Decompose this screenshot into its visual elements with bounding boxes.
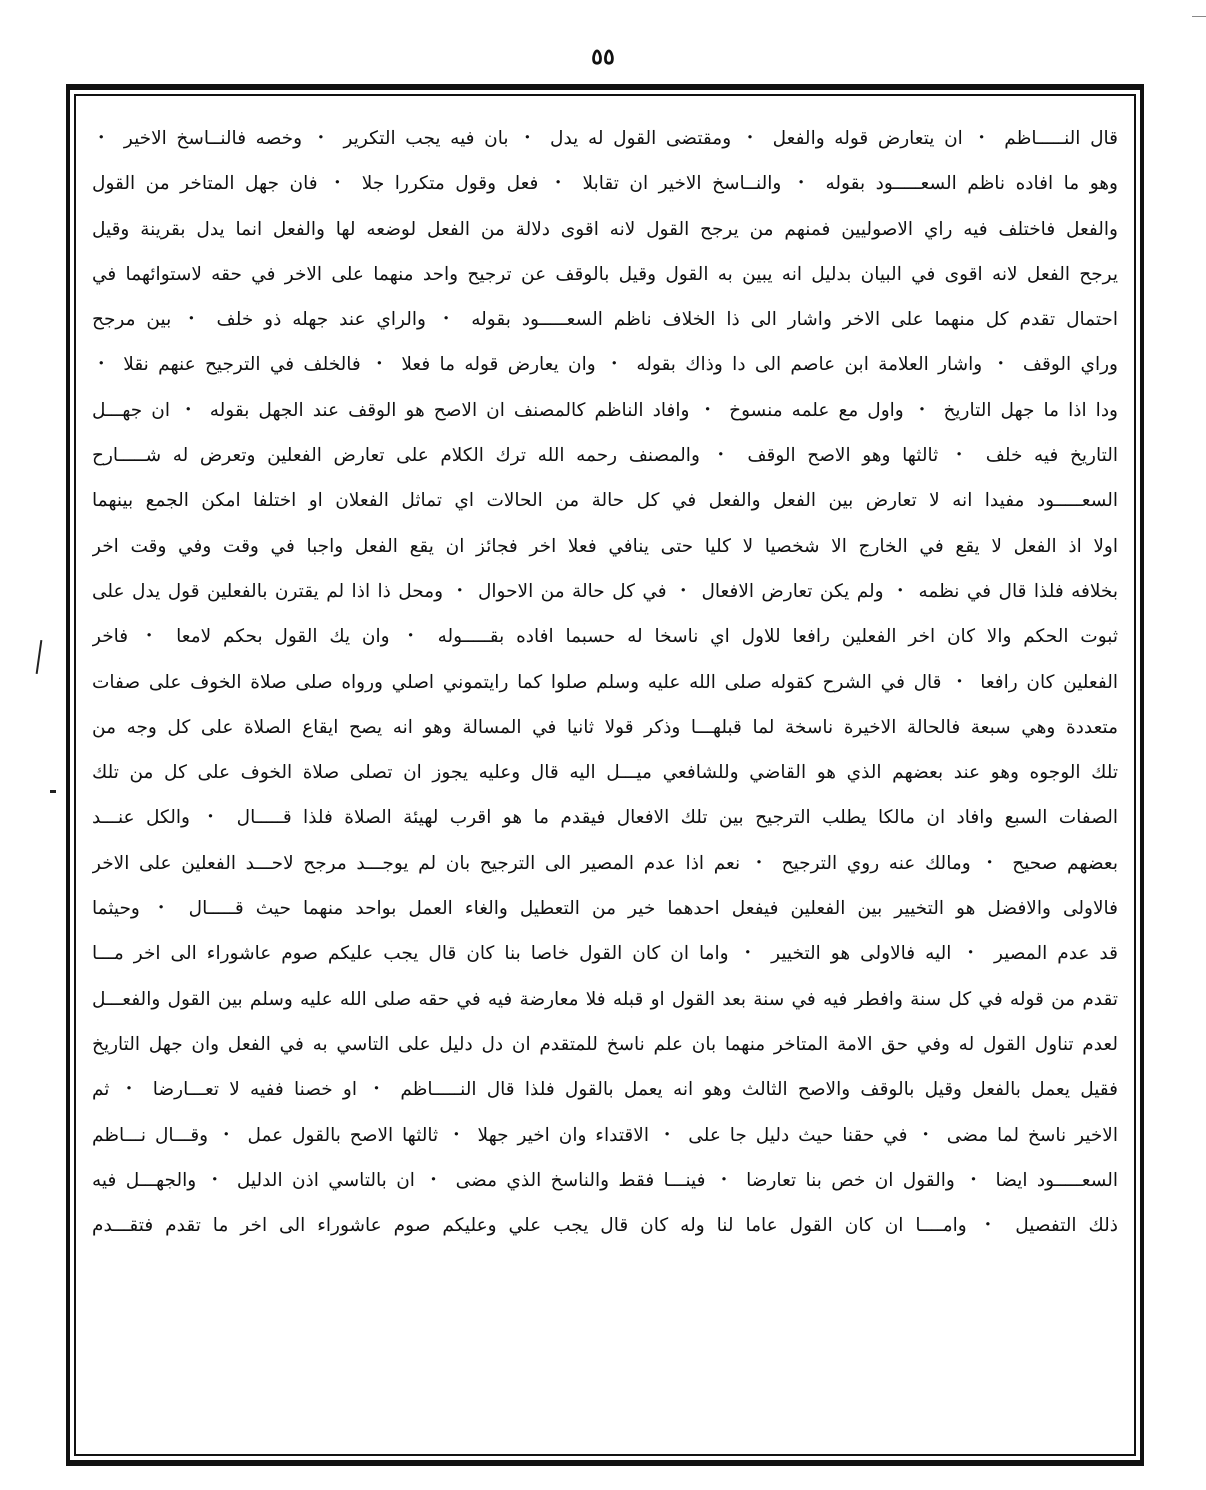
text-line: وراي الوقف ・ واشار العلامة ابن عاصم الى دا وذاك بقوله ・ وان يعارض قوله ما فعلا ・ فالخلف في الترجيح عنهم نقلا ・ <box>92 354 1118 376</box>
text-line: الفعلين كان رافعا ・ قال في الشرح كقوله صلى الله عليه وسلم صلوا كما رايتموني اصلي ورواه صلى صلاة الخوف على صفات <box>92 671 1118 693</box>
text-line: السعـــــود ايضا ・ والقول ان خص بنا تعارضا ・ فينـــا فقط والناسخ الذي مضى ・ ان بالتاسي اذن الدليل ・ والجهـــل فيه <box>92 1169 1118 1191</box>
margin-mark <box>36 640 43 674</box>
text-line: فقيل يعمل بالفعل وقيل بالوقف والاصح الثالث وهو انه يعمل بالقول فلذا قال النـــــاظم ・ او خصنا ففيه لا تعـــارضا ・ ثم <box>92 1079 1118 1101</box>
text-line: قال النـــــاظم ・ ان يتعارض قوله والفعل ・ ومقتضى القول له يدل ・ بان فيه يجب التكرير ・ وخصه فالنــاسخ الاخير ・ <box>92 128 1118 149</box>
text-line: والفعل فاختلف فيه راي الاصوليين فمنهم من يرجح القول لانه اقوى دلالة من الفعل لوضعه لها والفعل انما يدل بقرينة وقيل <box>92 218 1118 240</box>
text-line: لعدم تناول القول له وفي حق الامة المتاخر منهما بان علم ناسخ للمتقدم ان دل دليل على التاسي به في الفعل وان جهل التاريخ <box>92 1033 1118 1055</box>
body-text <box>92 116 1118 1248</box>
text-line: تقدم من قوله في كل سنة وافطر فيه في سنة بعد القول او قبله فلا معارضة فيه في حقه صلى الله عليه وسلم بين القول والفعـــل <box>92 988 1118 1010</box>
text-line: التاريخ فيه خلف ・ ثالثها وهو الاصح الوقف ・ والمصنف رحمه الله ترك الكلام على تعارض الفعلين وتعرض له شـــــارح <box>92 445 1118 467</box>
text-line: بعضهم صحيح ・ ومالك عنه روي الترجيح ・ نعم اذا عدم المصير الى الترجيح بان لم يوجـــد مرجح لاحـــد الفعلين على الاخر <box>92 852 1118 874</box>
text-line: اولا اذ الفعل لا يقع في الخارج الا شخصيا لا كليا حتى ينافي فعلا اخر فجائز ان يقع الفعل واجبا في وقت وفي وقت اخر <box>92 535 1118 557</box>
text-line: وهو ما افاده ناظم السعـــــود بقوله ・ والنــاسخ الاخير ان تقابلا ・ فعل وقول متكررا جلا ・ فان جهل المتاخر من القول <box>92 173 1118 195</box>
text-line: ثبوت الحكم والا كان اخر الفعلين رافعا للاول اي ناسخا له حسبما افاده بقـــــوله ・ وان يك القول بحكم لامعا ・ فاخر <box>92 626 1118 648</box>
text-line: السعـــــود مفيدا انه لا تعارض بين الفعل والفعل في كل حالة من الحالات اي تماثل الفعلان او اختلفا امكن الجمع بينهما <box>92 490 1118 512</box>
text-line: احتمال تقدم كل منهما على الاخر واشار الى ذا الخلاف ناظم السعـــــود بقوله ・ والراي عند جهله ذو خلف ・ بين مرجح <box>92 309 1118 331</box>
text-line: ودا اذا ما جهل التاريخ ・ واول مع علمه منسوخ ・ وافاد الناظم كالمصنف ان الاصح هو الوقف عند الجهل بقوله ・ ان جهـــل <box>92 399 1118 421</box>
margin-mark <box>50 790 56 793</box>
text-line: تلك الوجوه وهو عند بعضهم الذي هو القاضي وللشافعي ميـــل اليه قال وعليه يجوز ان تصلى صلاة الخوف على كل من تلك <box>92 762 1118 784</box>
text-line: متعددة وهي سبعة فالحالة الاخيرة ناسخة لما قبلهـــا وذكر قولا ثانيا في المسالة وهو انه يصح ايقاع الصلاة على كل وجه من <box>92 716 1118 738</box>
page-number: ٥٥ <box>591 44 615 70</box>
text-line: فالاولى والافضل هو التخيير بين الفعلين فيفعل احدهما خير من التعطيل والغاء العمل بواحد منهما حيث قـــــال ・ وحيثما <box>92 898 1118 920</box>
text-line: قد عدم المصير ・ اليه فالاولى هو التخيير ・ واما ان كان القول خاصا بنا كان قال يجب عليكم صوم عاشوراء الى اخر مـــا <box>92 943 1118 965</box>
text-line: يرجح الفعل لانه اقوى في البيان بدليل انه يبين به القول وقيل بالوقف عن ترجيح واحد منهما على الاخر في حقه لاستوائهما في <box>92 263 1118 285</box>
text-line: ذلك التفصيل ・ وامــــا ان كان القول عاما لنا وله كان قال يجب علي وعليكم صوم عاشوراء الى اخر ما تقدم فتقـــدم <box>92 1215 1118 1237</box>
text-line: بخلافه فلذا قال في نظمه ・ ولم يكن تعارض الافعال ・ في كل حالة من الاحوال ・ ومحل ذا اذا لم يقترن بالفعلين قول يدل على <box>92 580 1118 602</box>
scan-edge-mark <box>1192 16 1206 17</box>
text-line: الاخير ناسخ لما مضى ・ في حقنا حيث دليل جا على ・ الاقتداء وان اخير جهلا ・ ثالثها الاصح بالقول عمل ・ وقـــال نـــاظم <box>92 1124 1118 1146</box>
text-line: الصفات السبع وافاد ان مالكا يطلب الترجيح بين تلك الافعال فيقدم ما هو اقرب لهيئة الصلاة فلذا قـــــال ・ والكل عنـــد <box>92 807 1118 829</box>
